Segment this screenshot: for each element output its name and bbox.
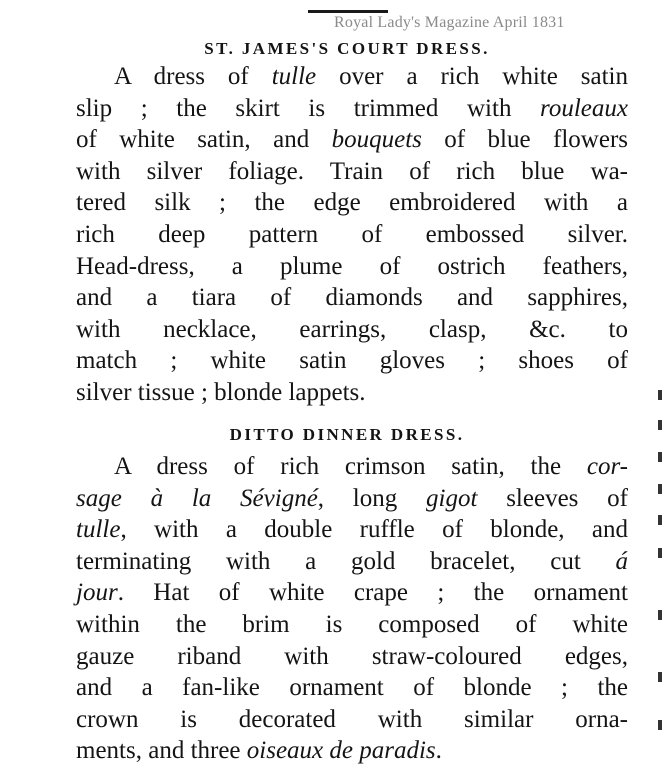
text-segment: terminating with a gold bracelet, cut: [76, 547, 616, 575]
text-line: [76, 577, 628, 609]
text-line: [76, 156, 628, 188]
text-line: [76, 187, 628, 219]
italic-text: bouquets: [331, 126, 422, 154]
text-segment: with silver foliage. Train of rich blue wa-: [76, 157, 628, 185]
italic-text: jour: [76, 579, 118, 607]
text-segment: and a tiara of diamonds and sapphires,: [76, 284, 628, 312]
italic-text: sage à la Sévigné: [76, 484, 318, 512]
text-segment: crown is decorated with similar orna-: [76, 705, 628, 733]
text-line: [76, 345, 628, 377]
italic-text: oiseaux de paradis: [246, 737, 436, 765]
text-line: [76, 514, 628, 546]
text-line: [76, 483, 628, 515]
text-line: [76, 93, 628, 125]
text-segment: A dress of rich crimson satin, the: [114, 453, 587, 480]
paragraph-dinner-dress: [76, 451, 628, 767]
text-line: [76, 282, 628, 314]
text-line: [76, 451, 628, 483]
text-segment: of blue flowers: [421, 126, 628, 154]
text-segment: and a fan-like ornament of blonde ; the: [76, 674, 628, 702]
text-segment: within the brim is composed of white: [76, 610, 628, 638]
text-segment: gauze riband with straw-coloured edges,: [76, 642, 628, 670]
text-line: [76, 124, 628, 156]
text-segment: A dress of: [114, 63, 272, 90]
italic-text: tulle: [271, 63, 317, 90]
text-segment: tered silk ; the edge embroidered with a: [76, 189, 628, 217]
text-segment: silver tissue ; blonde lappets.: [76, 378, 366, 406]
section-heading-court-dress: ST. JAMES'S COURT DRESS.: [204, 39, 490, 58]
paragraph-court-dress: [76, 61, 628, 409]
text-line: [76, 641, 628, 673]
top-rule: [308, 10, 388, 13]
text-line: [76, 546, 628, 578]
text-segment: . Hat of white crape ; the ornament: [117, 579, 628, 607]
page-edge-marks: [656, 380, 662, 750]
text-segment: , with a double ruffle of blonde, and: [120, 516, 628, 544]
italic-text: rouleaux: [540, 94, 628, 122]
text-segment: Head-dress, a plume of ostrich feathers,: [76, 252, 628, 280]
text-line: [76, 377, 628, 409]
text-segment: ments, and three: [76, 737, 247, 765]
section-heading-dinner-dress: DITTO DINNER DRESS.: [229, 425, 465, 444]
text-segment: slip ; the skirt is trimmed with: [76, 94, 541, 122]
text-segment: sleeves of: [477, 484, 628, 512]
text-line: [76, 704, 628, 736]
text-segment: match ; white satin gloves ; shoes of: [76, 347, 628, 375]
text-line: [76, 672, 628, 704]
text-segment: over a rich white satin: [316, 63, 628, 90]
text-line: [76, 735, 628, 767]
text-segment: rich deep pattern of embossed silver.: [76, 220, 628, 248]
italic-text: gigot: [426, 484, 478, 512]
text-segment: with necklace, earrings, clasp, &c. to: [76, 315, 628, 343]
text-segment: of white satin, and: [76, 126, 332, 154]
text-line: [76, 219, 628, 251]
text-line: [76, 314, 628, 346]
text-line: [76, 61, 628, 93]
italic-text: tulle: [76, 516, 121, 544]
text-segment: .: [435, 737, 442, 765]
text-line: [76, 251, 628, 283]
italic-text: á: [615, 547, 628, 575]
italic-text: cor-: [586, 453, 628, 480]
text-line: [76, 609, 628, 641]
source-caption: Royal Lady's Magazine April 1831: [334, 14, 565, 31]
text-segment: , long: [317, 484, 427, 512]
